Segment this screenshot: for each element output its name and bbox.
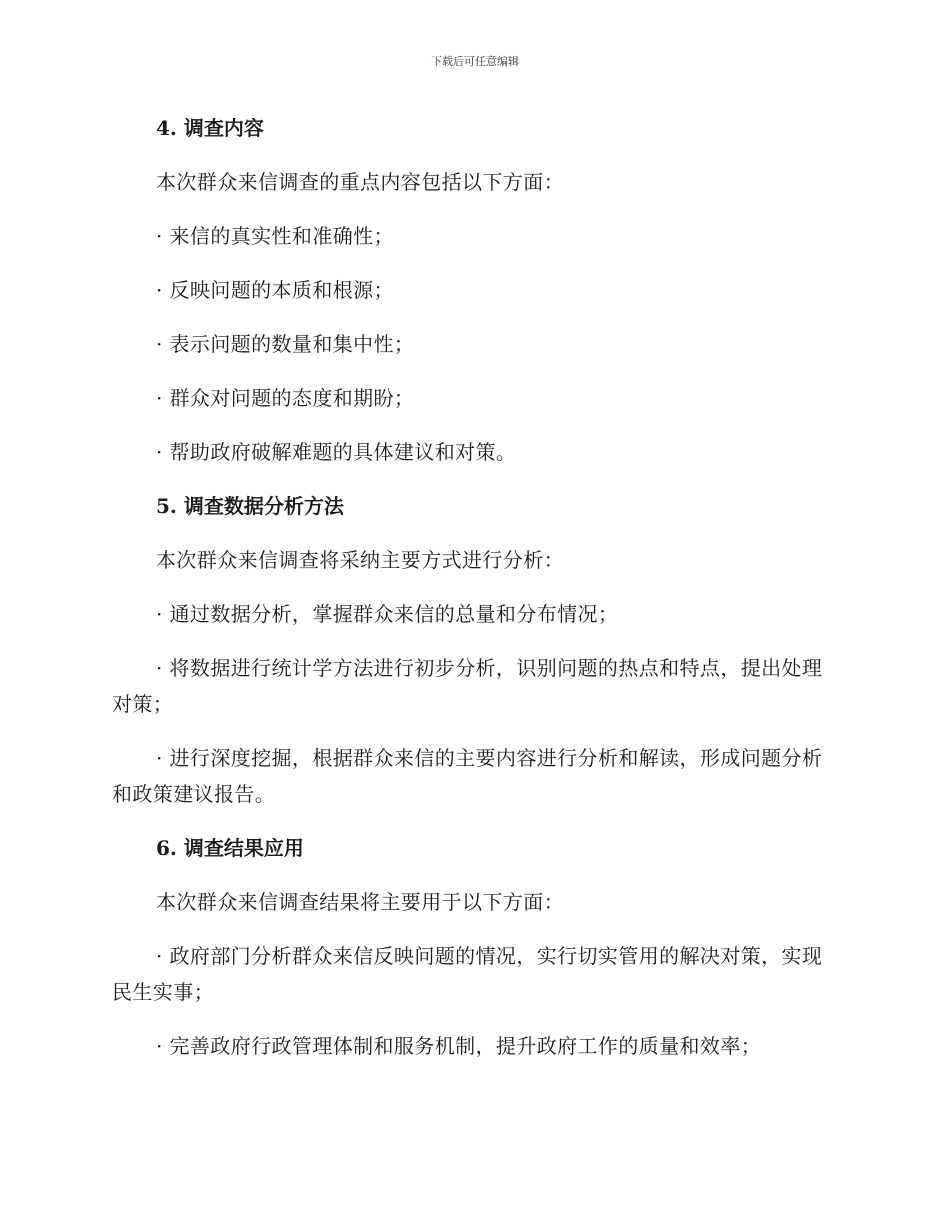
section-4-intro: 本次群众来信调查的重点内容包括以下方面： <box>156 170 564 194</box>
section-6-intro: 本次群众来信调查结果将主要用于以下方面： <box>156 890 564 914</box>
section-4-bullet-1: · 来信的真实性和准确性； <box>156 224 394 248</box>
section-6-bullet-2: · 完善政府行政管理体制和服务机制，提升政府工作的质量和效率； <box>156 1034 762 1058</box>
document-body <box>112 110 826 1064</box>
section-4-bullet-2: · 反映问题的本质和根源； <box>156 278 394 302</box>
section-5-bullet-2: · 将数据进行统计学方法进行初步分析，识别问题的热点和特点，提出处理对策； <box>112 656 823 716</box>
section-4-bullet-3: · 表示问题的数量和集中性； <box>156 332 415 356</box>
section-6-bullet-1: · 政府部门分析群众来信反映问题的情况，实行切实管用的解决对策，实现民生实事； <box>112 944 823 1004</box>
section-heading-4: 4. 调查内容 <box>156 116 264 140</box>
section-5-bullet-3: · 进行深度挖掘，根据群众来信的主要内容进行分析和解读，形成问题分析和政策建议报告。 <box>112 746 823 806</box>
section-heading-5: 5. 调查数据分析方法 <box>156 494 344 518</box>
section-4-bullet-5: · 帮助政府破解难题的具体建议和对策。 <box>156 440 517 464</box>
section-heading-6: 6. 调查结果应用 <box>156 836 304 860</box>
section-5-bullet-1: · 通过数据分析，掌握群众来信的总量和分布情况； <box>156 602 619 626</box>
section-4-bullet-4: · 群众对问题的态度和期盼； <box>156 386 415 410</box>
section-5-intro: 本次群众来信调查将采纳主要方式进行分析： <box>156 548 564 572</box>
page-header: 下载后可任意编辑 <box>431 55 519 68</box>
